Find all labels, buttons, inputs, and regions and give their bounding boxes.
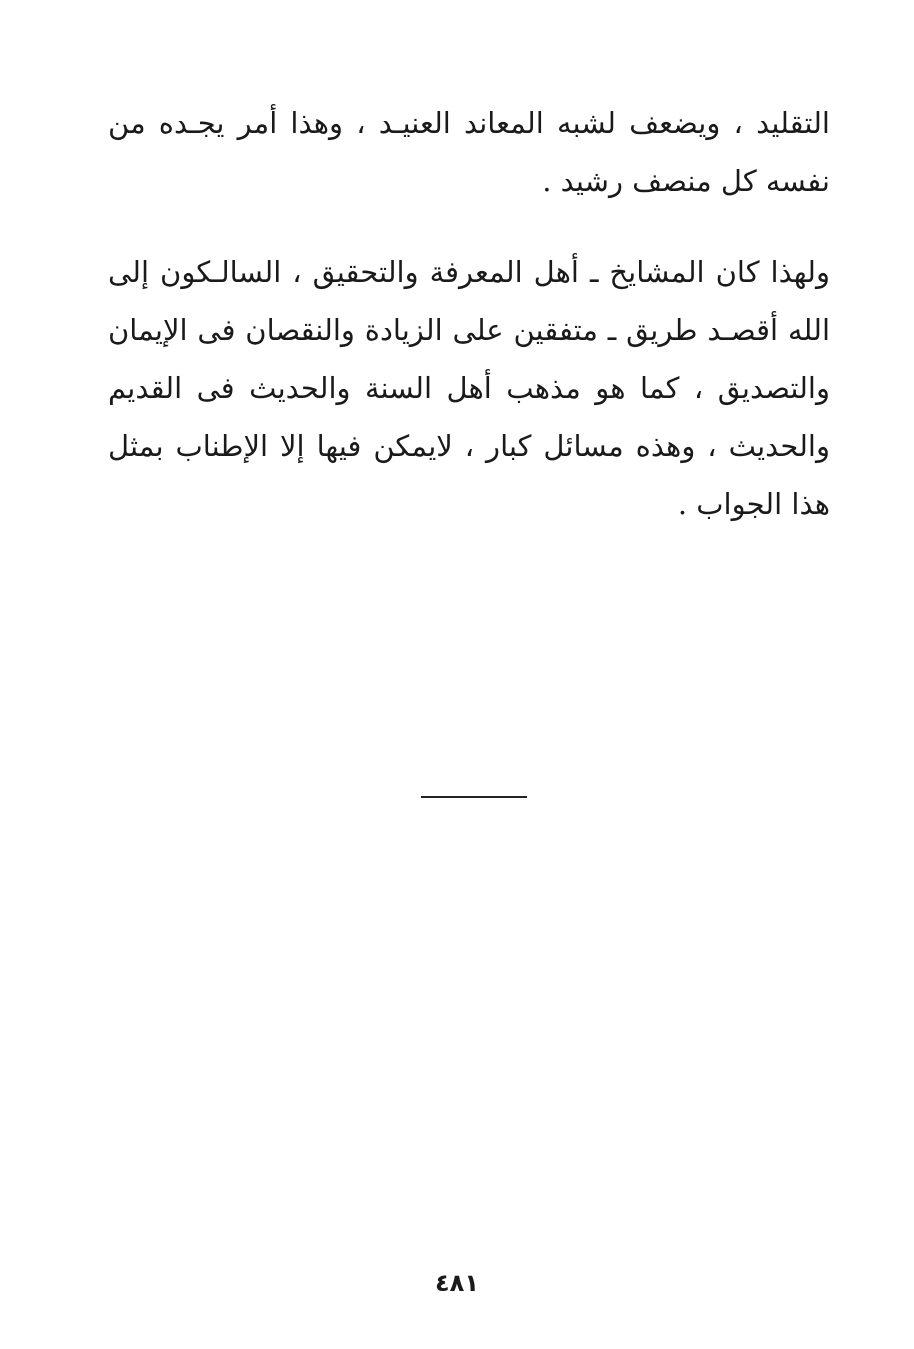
paragraph-1: [108, 94, 830, 210]
section-divider: [421, 796, 527, 798]
page-number: ٤٨١: [435, 1269, 479, 1297]
paragraph-2-text: ولهذا كان المشايخ ـ أهل المعرفة والتحقيق ، السالـكون إلى الله أقصـد طريق ـ متفقين على الزيادة والنقصان فى الإيمان والتصديق ، كما هو مذهب أهل السنة والحديث فى القديم والحديث ، وهذه مسائل كبار ، لايمكن فيها إلا الإطناب بمثل هذا الجواب .: [108, 255, 830, 521]
paragraph-2: [108, 243, 830, 533]
paragraph-1-text: التقليد ، ويضعف لشبه المعاند العنيـد ، وهذا أمر يجـده من نفسه كل منصف رشيد .: [108, 106, 830, 198]
